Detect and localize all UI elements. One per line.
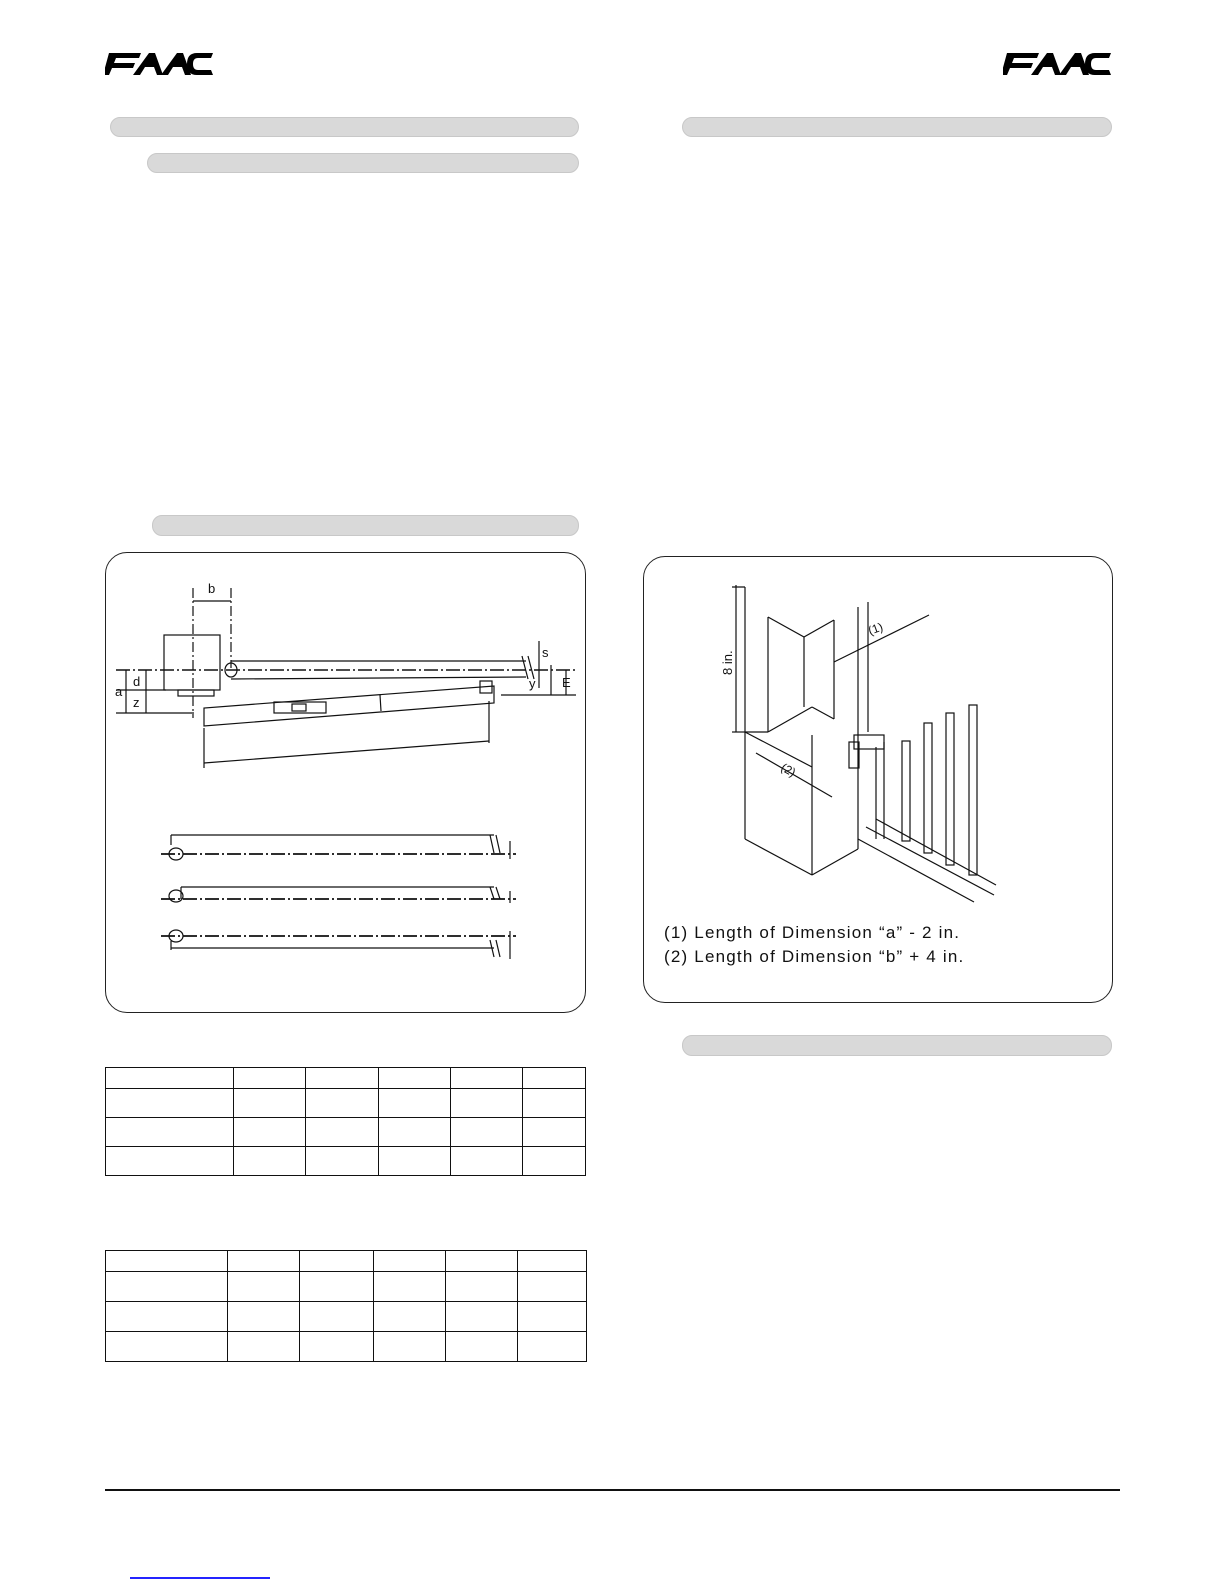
caption-dimension-b: (2) Length of Dimension “b” + 4 in. — [664, 947, 965, 966]
label-E: E — [562, 675, 571, 690]
faac-logo-left — [105, 50, 215, 78]
dimension-table-1 — [105, 1067, 586, 1176]
table-row — [106, 1089, 586, 1118]
table-row — [106, 1272, 587, 1302]
callout-2: (2) — [778, 760, 799, 780]
dimension-diagram — [106, 553, 586, 1013]
table-row — [106, 1068, 586, 1089]
section-bar-left-2 — [147, 153, 579, 173]
dimension-table-2 — [105, 1250, 587, 1362]
caption-dimension-a: (1) Length of Dimension “a” - 2 in. — [664, 923, 961, 942]
table-row — [106, 1332, 587, 1362]
label-d: d — [133, 674, 141, 689]
label-8in: 8 in. — [720, 650, 735, 675]
label-a: a — [115, 684, 123, 699]
label-z: z — [133, 695, 140, 710]
label-s: s — [542, 645, 549, 660]
section-bar-right-2 — [682, 1035, 1112, 1056]
callout-1: (1) — [866, 619, 885, 638]
post-preparation-figure — [643, 556, 1113, 1003]
label-b: b — [208, 581, 216, 596]
table-row — [106, 1147, 586, 1176]
label-y: y — [529, 676, 536, 691]
faac-logo-right — [1003, 50, 1113, 78]
table-row — [106, 1251, 587, 1272]
installation-dimensions-figure — [105, 552, 586, 1013]
table-row — [106, 1118, 586, 1147]
section-bar-right-1 — [682, 117, 1112, 137]
section-bar-left-1 — [110, 117, 579, 137]
section-bar-left-3 — [152, 515, 579, 536]
table-row — [106, 1302, 587, 1332]
footer-link[interactable] — [130, 1577, 270, 1579]
footer-divider — [105, 1489, 1120, 1491]
